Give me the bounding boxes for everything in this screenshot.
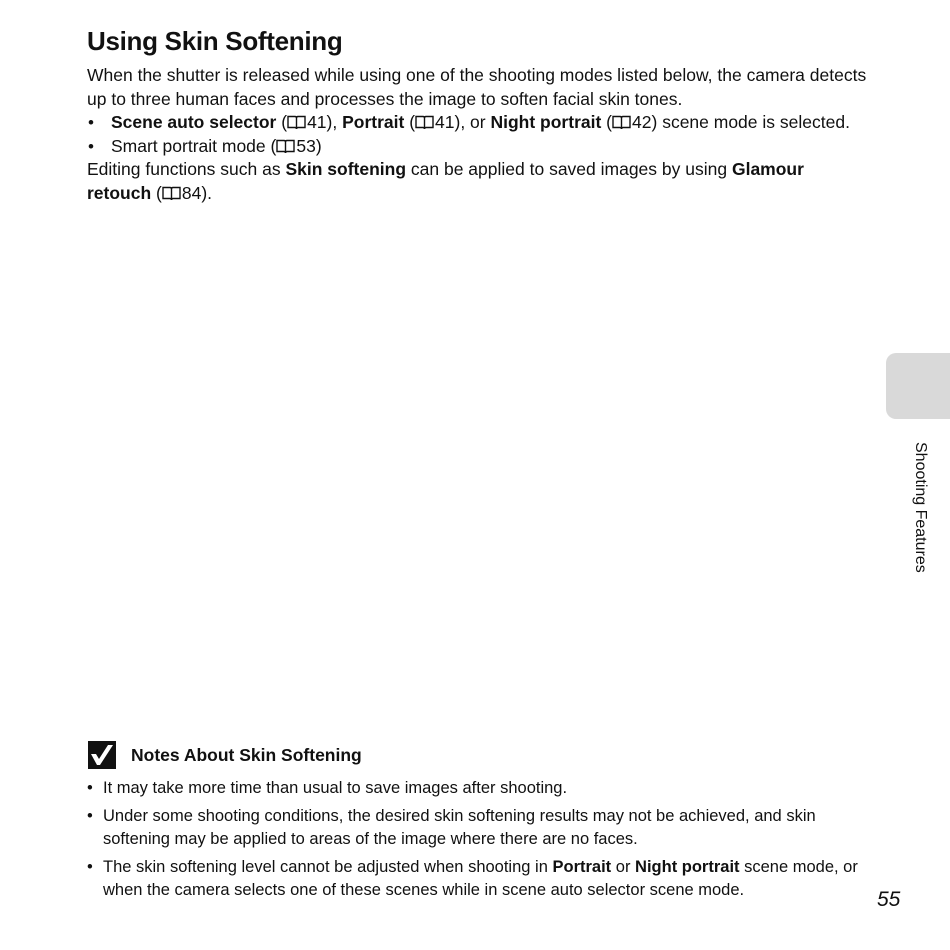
- section-label: Shooting Features: [912, 442, 929, 573]
- page-ref: 41: [307, 112, 327, 132]
- night-portrait-term: Night portrait: [490, 112, 602, 132]
- page-ref: 84: [181, 182, 202, 203]
- scene-auto-selector-term: Scene auto selector: [111, 112, 277, 132]
- mode-list: [87, 111, 867, 158]
- list-item-smart-portrait: • Smart portrait mode ( 53): [87, 135, 867, 159]
- intro-section: [87, 64, 867, 205]
- intro-paragraph: When the shutter is released while using one of the shooting modes listed below, the camera detects up to three human faces and processes the image to soften facial skin tones.: [87, 65, 867, 109]
- page-ref: 42: [632, 112, 652, 132]
- section-tab: [886, 353, 950, 419]
- glamour-retouch-term: Glamour retouch: [87, 159, 804, 203]
- page-ref: 53: [296, 135, 316, 156]
- night-portrait-term: Night portrait: [635, 858, 740, 876]
- checkmark-box-icon: [87, 740, 117, 770]
- note-item: • Under some shooting conditions, the desired skin softening results may not be achieved, and skin softening may be applied to areas of the image where there are no faces.: [87, 805, 877, 851]
- page-number: 55: [877, 888, 901, 911]
- editing-prefix: Editing functions such as: [87, 159, 281, 179]
- note-item: • It may take more time than usual to save images after shooting.: [87, 777, 877, 800]
- book-icon: [162, 186, 181, 201]
- note-text: The skin softening level cannot be adjusted when shooting in: [103, 858, 548, 876]
- portrait-term: Portrait: [552, 858, 612, 876]
- page-ref: 41: [435, 112, 455, 132]
- book-icon: [415, 115, 434, 130]
- notes-box: [87, 739, 877, 907]
- portrait-term: Portrait: [342, 112, 405, 132]
- smart-portrait-text: Smart portrait mode: [111, 135, 266, 156]
- book-icon: [612, 115, 631, 130]
- notes-title: Notes About Skin Softening: [131, 744, 362, 765]
- note-text: or: [615, 858, 631, 876]
- page-title: Using Skin Softening: [87, 26, 343, 56]
- notes-list: [87, 777, 877, 902]
- list-item-tail: scene mode is selected.: [662, 112, 850, 132]
- note-item: [87, 856, 877, 902]
- book-icon: [287, 115, 306, 130]
- notes-header: [87, 739, 877, 771]
- editing-middle: can be applied to saved images by using: [410, 159, 728, 179]
- skin-softening-term: Skin softening: [285, 159, 407, 179]
- book-icon: [276, 139, 295, 154]
- list-item-scene-modes: • Scene auto selector ( 41), Portrait ( 41), or Night portrait ( 42) scene mode is selected.: [87, 111, 867, 135]
- note-text: scene mode, or when the camera selects one of these scenes while in scene auto selector scene mode.: [103, 858, 858, 899]
- editing-paragraph: Editing functions such as Skin softening can be applied to saved images by using Glamour retouch ( 84).: [87, 159, 804, 203]
